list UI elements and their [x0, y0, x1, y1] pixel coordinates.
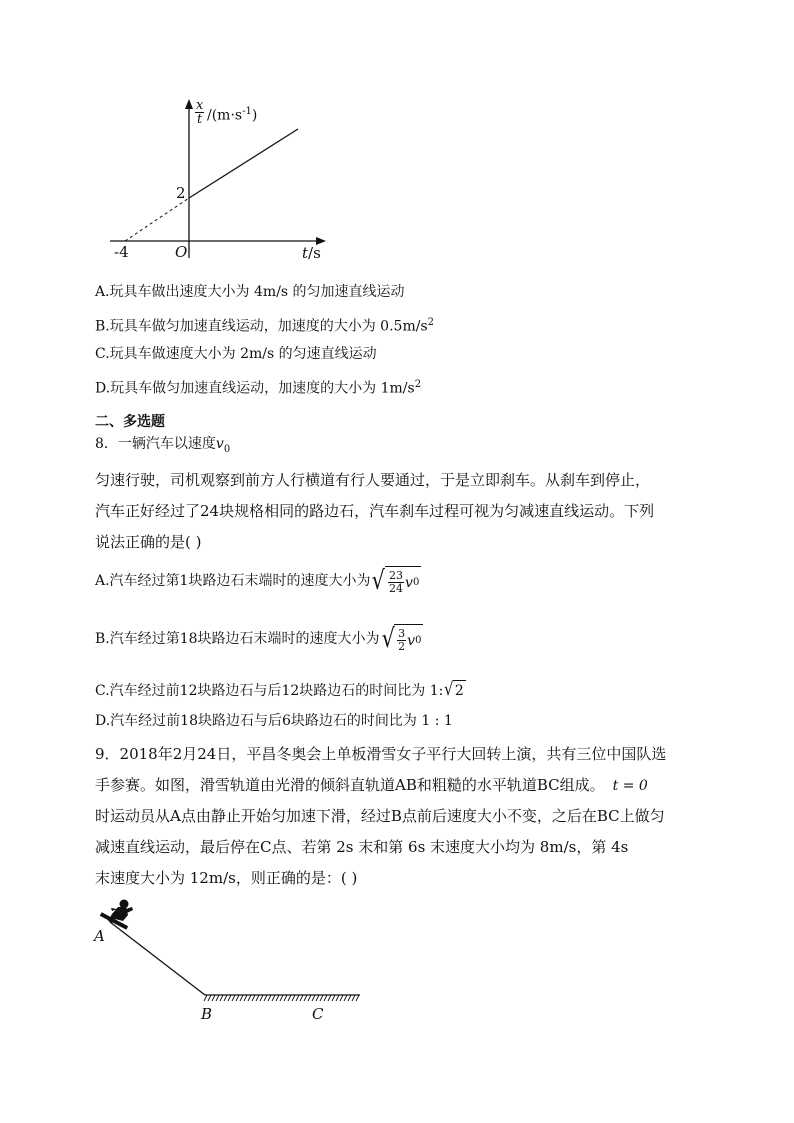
q9-stem-line2: [95, 774, 648, 797]
data-line: [189, 129, 298, 198]
sqrt-icon: √ 2: [444, 679, 464, 700]
y-unit-close: ): [251, 107, 258, 124]
q8-option-a-fraction: [388, 570, 404, 595]
q8-option-a-v-sub: 0: [412, 576, 420, 588]
y-axis-arrow: [185, 99, 193, 109]
q8-option-b-text: B.汽车经过第18块路边石末端时的速度大小为: [95, 631, 380, 647]
ski-track-diagram: [90, 895, 380, 1005]
q8-option-c: [95, 680, 466, 701]
q7-option-b-sup: 2: [427, 317, 435, 328]
sqrt-icon: √ $\frac{23}{24}$ v 0: [372, 566, 420, 596]
x-label-t: t: [302, 244, 309, 262]
q8-stem-line3: 汽车正好经过了24块规格相同的路边石，汽车刹车过程可视为匀减速直线运动。下列: [95, 502, 655, 520]
q9-stem-line1: 9．2018年2月24日，平昌冬奥会上单板滑雪女子平行大回转上演，共有三位中国队选: [95, 745, 667, 763]
origin-label: O: [175, 243, 188, 261]
q9-stem-line2-text: 手参赛。如图，滑雪轨道由光滑的倾斜直轨道AB和粗糙的水平轨道BC组成。: [95, 776, 605, 794]
q8-option-b: [95, 624, 423, 654]
q8-option-a-v: v: [405, 574, 413, 591]
friction-hatching: [204, 995, 359, 1001]
q9-t-zero: t = 0: [612, 778, 648, 794]
q8-option-c-radicand: 2: [453, 680, 466, 701]
q7-option-c: C.玩具车做速度大小为 2m/s 的匀速直线运动: [95, 346, 377, 362]
q8-option-b-den: 2: [398, 640, 406, 653]
q7-option-d-text: D.玩具车做匀加速直线运动，加速度的大小为 1m/s: [95, 380, 415, 397]
q8-option-a-text: A.汽车经过第1块路边石末端时的速度大小为: [95, 573, 371, 589]
q7-option-b: [95, 313, 434, 337]
sqrt-icon: √ $\frac{3}{2}$ v 0: [381, 624, 422, 654]
q7-option-a: A.玩具车做出速度大小为 4m/s 的匀加速直线运动: [95, 284, 405, 300]
y-axis-unit: [207, 106, 257, 124]
point-b-label: B: [201, 1005, 213, 1023]
point-c-label: C: [312, 1005, 324, 1023]
q8-option-c-text: C.汽车经过前12块路边石与后12块路边石的时间比为 1:: [95, 682, 444, 699]
q8-option-a-num: 23: [389, 569, 404, 582]
q8-option-b-fraction: [397, 628, 406, 653]
q8-v-sub: 0: [223, 443, 231, 455]
section-title-multiple-choice: 二、多选题: [95, 414, 165, 430]
y-label-denominator: t: [197, 112, 203, 127]
q8-option-a: [95, 566, 421, 596]
q8-v: v: [215, 436, 224, 452]
y-unit-sup: -1: [242, 106, 252, 117]
y-axis-label-fraction: [195, 99, 204, 126]
q8-stem-line2: 匀速行驶，司机观察到前方人行横道有行人要通过，于是立即刹车。从刹车到停止，: [95, 471, 651, 489]
q8-stem-text: 8．一辆汽车以速度: [95, 436, 216, 452]
x-intercept-label: -4: [114, 243, 129, 261]
q8-option-a-den: 24: [389, 582, 404, 595]
y-unit-text: /(m·s: [207, 107, 243, 124]
slope-ab: [110, 922, 205, 995]
dashed-extension: [125, 198, 189, 241]
q8-stem-first: [95, 434, 230, 460]
q8-option-b-v: v: [407, 632, 416, 649]
skier-icon: [100, 900, 133, 930]
x-axis-label: [302, 244, 321, 262]
q8-option-d: D.汽车经过前18块路边石与后6块路边石的时间比为 1 : 1: [95, 713, 453, 729]
q8-option-b-num: 3: [398, 627, 406, 640]
point-a-label: A: [94, 927, 105, 945]
q7-option-d: [95, 375, 421, 399]
y-label-numerator: x: [196, 98, 204, 113]
q9-stem-line5: 末速度大小为 12m/s，则正确的是：( ): [95, 869, 358, 887]
x-label-unit: /s: [308, 244, 321, 262]
q7-option-b-text: B.玩具车做匀加速直线运动，加速度的大小为 0.5m/s: [95, 318, 428, 335]
q9-stem-line3: 时运动员从A点由静止开始匀加速下滑，经过B点前后速度大小不变，之后在BC上做匀: [95, 807, 665, 825]
y-intercept-label: 2: [176, 184, 186, 202]
q8-option-b-v-sub: 0: [415, 634, 422, 646]
q9-stem-line4: 减速直线运动，最后停在C点、若第 2s 末和第 6s 末速度大小均为 8m/s，第 4s: [95, 838, 629, 856]
q7-option-d-sup: 2: [414, 379, 422, 390]
q8-stem-line4: 说法正确的是( ): [95, 533, 202, 551]
